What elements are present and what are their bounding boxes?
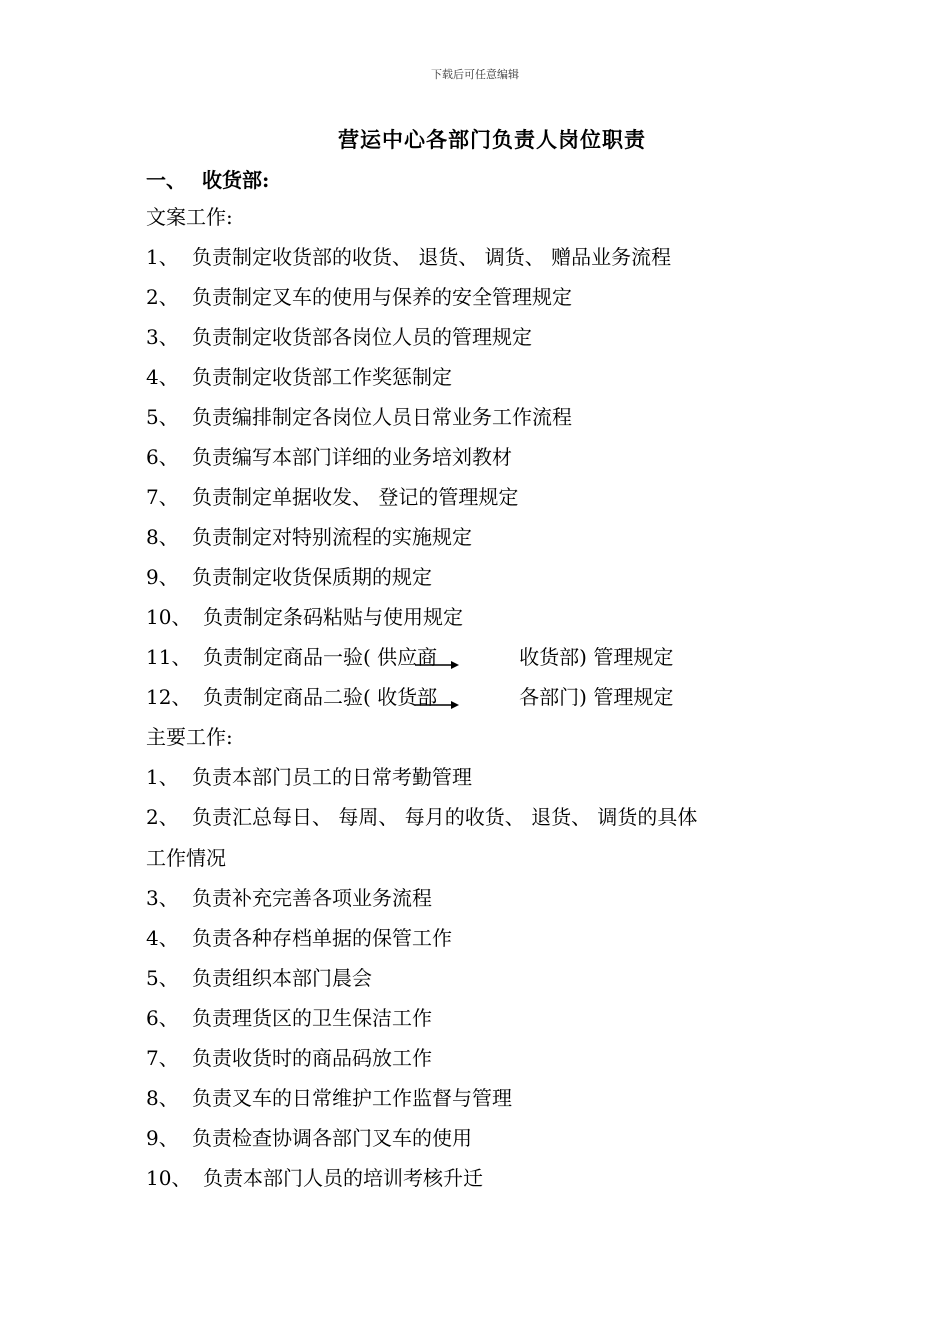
item-index: 8、 — [146, 525, 179, 549]
item-text: 负责收货时的商品码放工作 — [192, 1046, 432, 1070]
item-text: 负责编排制定各岗位人员日常业务工作流程 — [192, 405, 572, 429]
list-item — [146, 325, 532, 349]
item-text: 负责制定对特别流程的实施规定 — [192, 525, 472, 549]
item-text-before-arrow: 负责制定商品二验( 收货部 — [203, 685, 438, 709]
list-item — [146, 1006, 432, 1030]
item-index: 8、 — [146, 1086, 179, 1110]
item-index: 5、 — [146, 966, 179, 990]
item-text: 负责叉车的日常维护工作监督与管理 — [192, 1086, 512, 1110]
item-index: 4、 — [146, 365, 179, 389]
item-index: 10、 — [146, 605, 192, 629]
list-item — [146, 805, 697, 829]
list-item — [146, 405, 572, 429]
list-item — [146, 365, 452, 389]
item-text: 负责检查协调各部门叉车的使用 — [192, 1126, 472, 1150]
item-text: 负责理货区的卫生保洁工作 — [192, 1006, 432, 1030]
item-text-before-arrow: 负责制定商品一验( 供应商 — [203, 645, 438, 669]
list-item — [146, 1126, 472, 1150]
list-item — [146, 1086, 512, 1110]
list-item — [146, 685, 673, 709]
list-item — [146, 285, 572, 309]
list-item — [146, 565, 432, 589]
item-index: 12、 — [146, 685, 192, 709]
header-note: 下载后可任意编辑 — [431, 68, 519, 81]
item-index: 6、 — [146, 445, 179, 469]
list-item — [146, 1046, 432, 1070]
item-text: 负责制定收货保质期的规定 — [192, 565, 432, 589]
list-item-continuation: 工作情况 — [146, 846, 226, 870]
item-index: 5、 — [146, 405, 179, 429]
item-text: 负责制定叉车的使用与保养的安全管理规定 — [192, 285, 572, 309]
item-index: 10、 — [146, 1166, 192, 1190]
item-index: 11、 — [146, 645, 192, 669]
item-text-after-arrow: 各部门) 管理规定 — [519, 685, 674, 709]
section-heading — [146, 164, 269, 193]
item-text: 负责本部门员工的日常考勤管理 — [192, 765, 472, 789]
document-title: 营运中心各部门负责人岗位职责 — [338, 127, 646, 152]
item-index: 9、 — [146, 565, 179, 589]
item-index: 2、 — [146, 805, 179, 829]
item-text: 负责制定收货部各岗位人员的管理规定 — [192, 325, 532, 349]
doc-work-label: 文案工作: — [146, 205, 233, 229]
item-text: 负责制定收货部工作奖惩制定 — [192, 365, 452, 389]
list-item — [146, 605, 463, 629]
item-index: 4、 — [146, 926, 179, 950]
item-index: 3、 — [146, 325, 179, 349]
item-text: 负责汇总每日、 每周、 每月的收货、 退货、 调货的具体 — [192, 805, 698, 829]
item-text: 负责制定条码粘贴与使用规定 — [203, 605, 463, 629]
item-index: 9、 — [146, 1126, 179, 1150]
item-text: 负责组织本部门晨会 — [192, 966, 372, 990]
item-index: 7、 — [146, 485, 179, 509]
list-item — [146, 926, 452, 950]
item-index: 2、 — [146, 285, 179, 309]
item-text: 负责补充完善各项业务流程 — [192, 886, 432, 910]
item-text-after-arrow: 收货部) 管理规定 — [519, 645, 674, 669]
list-item — [146, 525, 472, 549]
list-item — [146, 765, 472, 789]
list-item — [146, 485, 518, 509]
item-index: 6、 — [146, 1006, 179, 1030]
list-item — [146, 245, 671, 269]
main-work-label: 主要工作: — [146, 725, 233, 749]
item-index: 1、 — [146, 765, 179, 789]
item-text: 负责编写本部门详细的业务培刘教材 — [192, 445, 512, 469]
item-text: 负责制定收货部的收货、 退货、 调货、 赠品业务流程 — [192, 245, 672, 269]
list-item — [146, 1166, 483, 1190]
item-index: 1、 — [146, 245, 179, 269]
section-number: 一、 — [146, 168, 186, 192]
item-text: 负责本部门人员的培训考核升迁 — [203, 1166, 483, 1190]
item-text: 负责各种存档单据的保管工作 — [192, 926, 452, 950]
item-index: 3、 — [146, 886, 179, 910]
list-item — [146, 445, 512, 469]
list-item — [146, 645, 673, 669]
item-index: 7、 — [146, 1046, 179, 1070]
section-title: 收货部: — [202, 168, 270, 192]
list-item — [146, 886, 432, 910]
item-text: 负责制定单据收发、 登记的管理规定 — [192, 485, 519, 509]
list-item — [146, 966, 372, 990]
